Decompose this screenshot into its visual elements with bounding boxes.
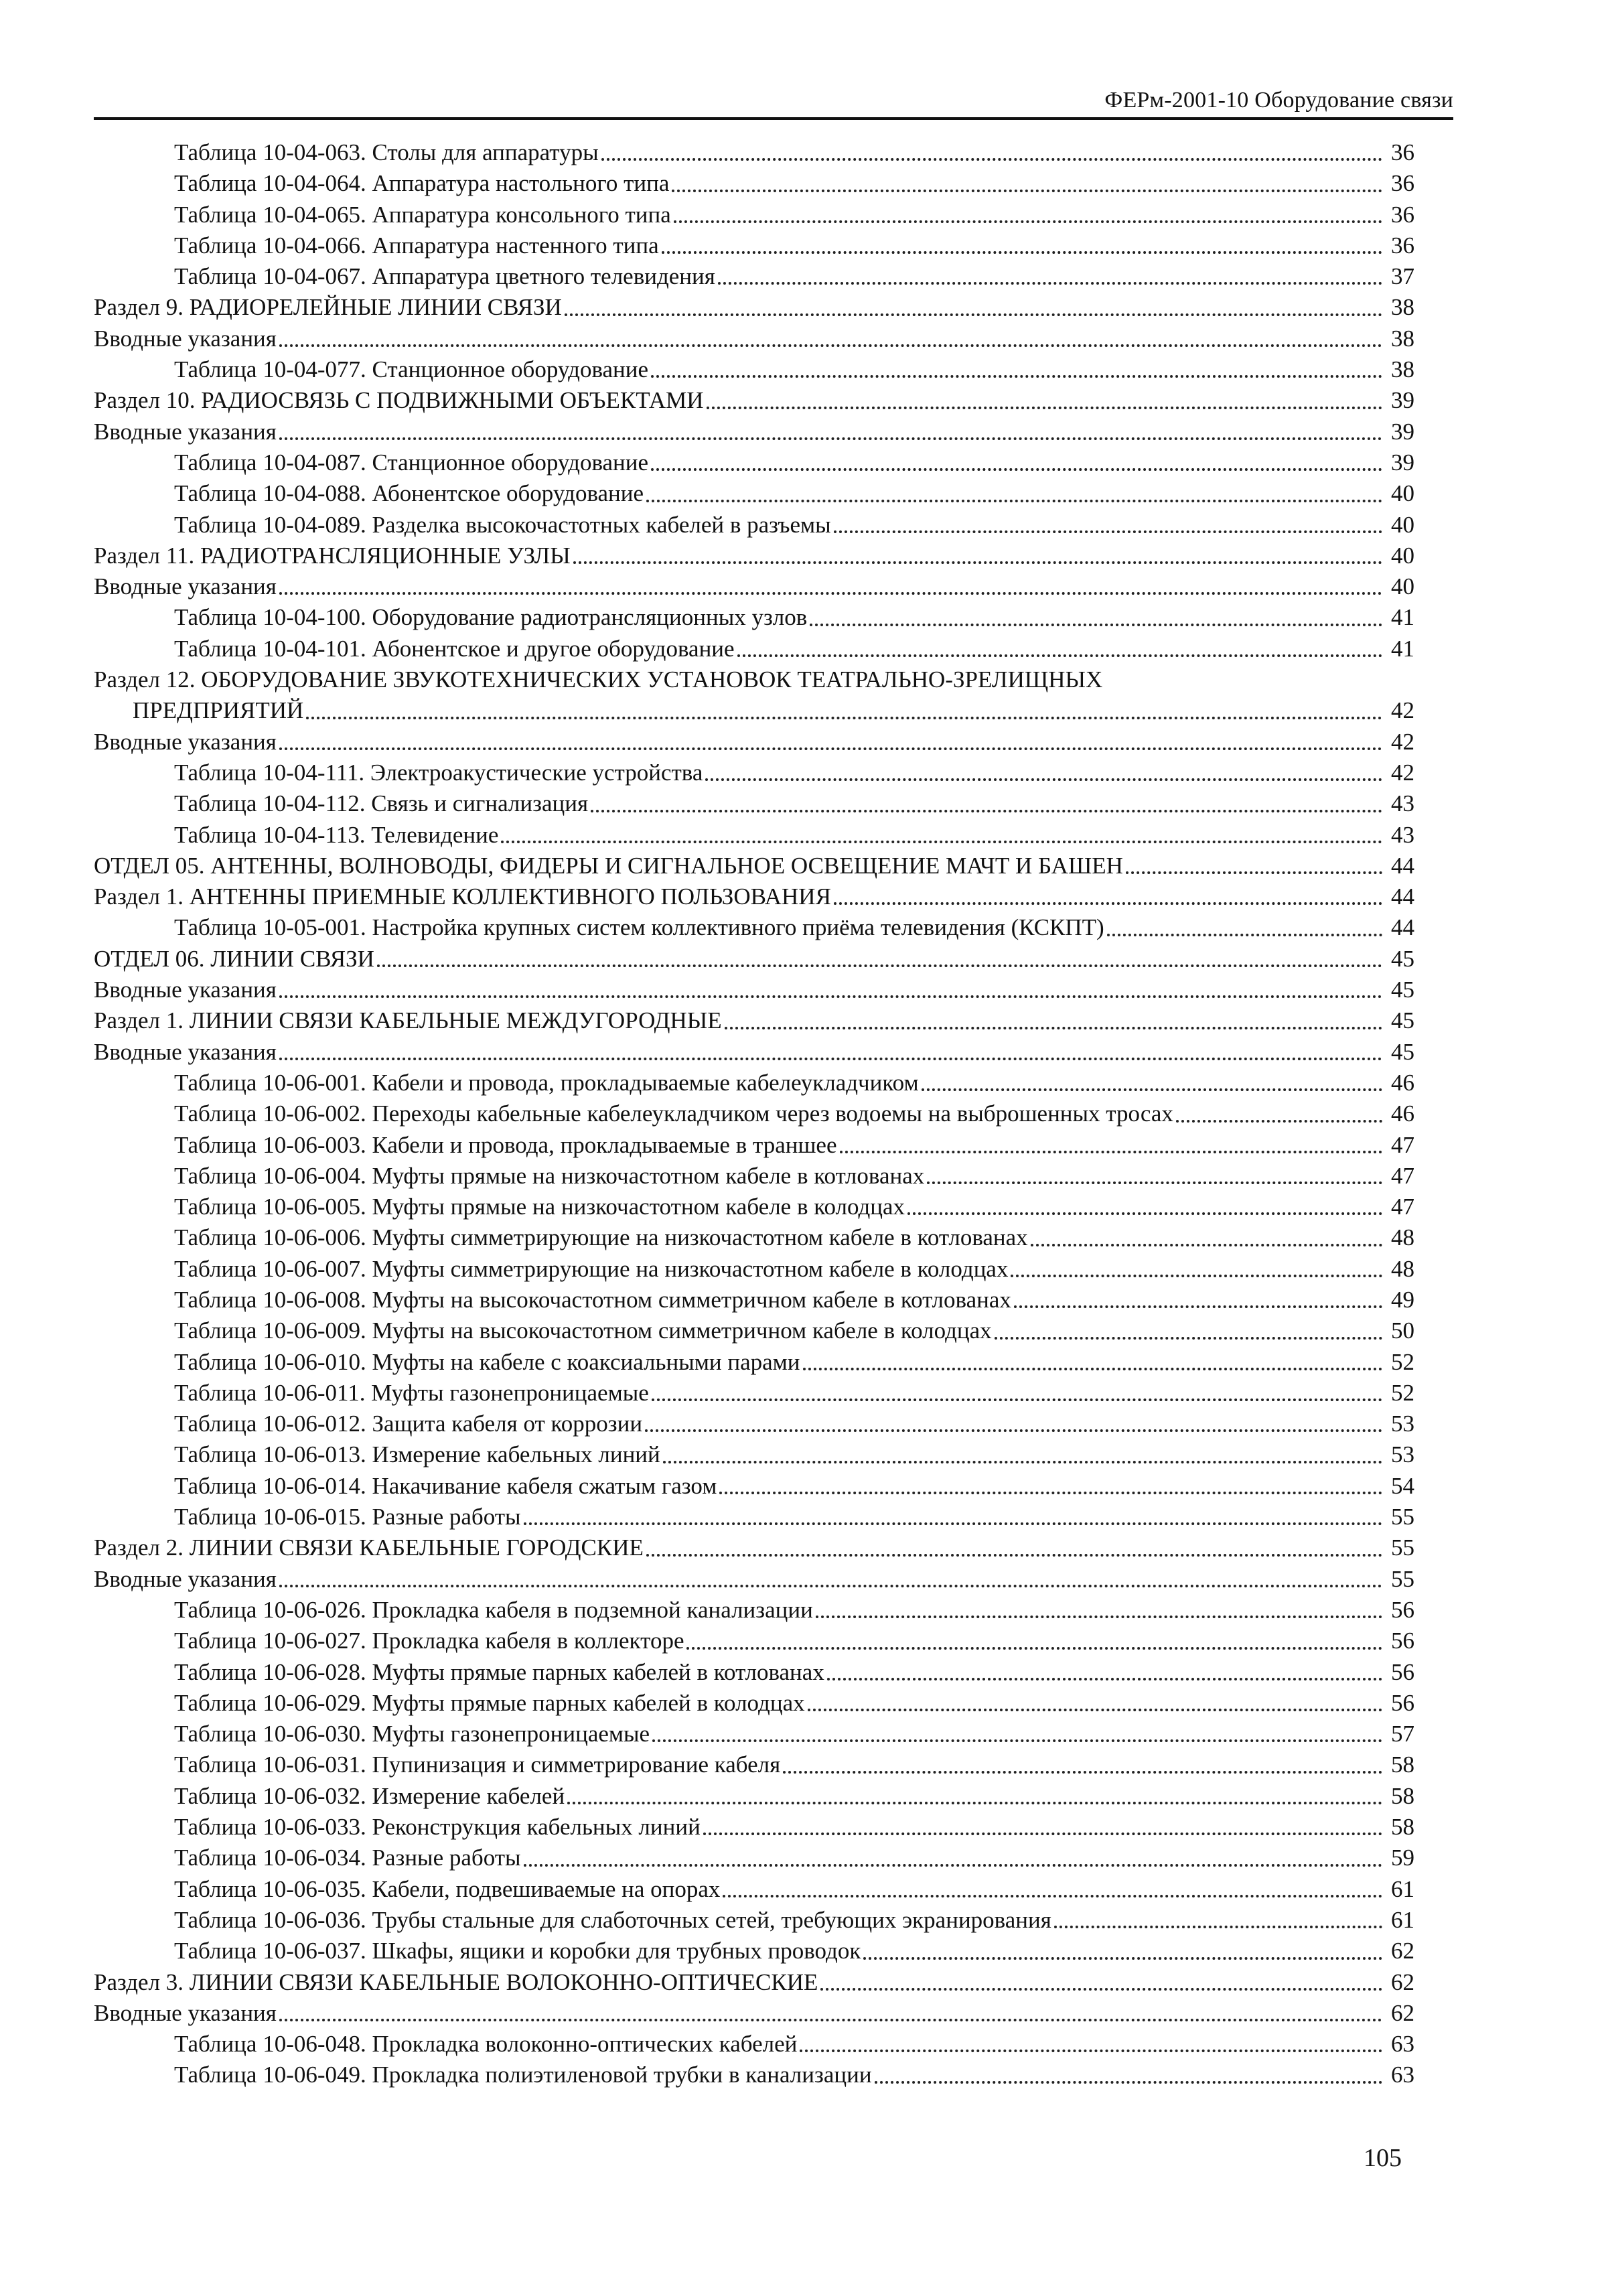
toc-page-number: 47 — [1391, 1131, 1414, 1158]
toc-entry-title: Вводные указания — [94, 325, 277, 352]
toc-entry-title: Таблица 10-05-001. Настройка крупных систем коллективного приёма телевидения (КСКПТ) — [174, 914, 1104, 941]
dot-leader — [567, 1802, 1382, 1804]
dot-leader — [591, 810, 1382, 812]
toc-entry-title: Вводные указания — [94, 1999, 277, 2026]
dot-leader — [674, 220, 1382, 223]
dot-leader — [907, 1212, 1382, 1215]
dot-leader — [1054, 1926, 1382, 1928]
toc-entry-section[interactable] — [94, 324, 1414, 354]
toc-entry-title: Таблица 10-06-034. Разные работы — [174, 1845, 521, 1871]
toc-entry-title: Таблица 10-06-048. Прокладка волоконно-оптических кабелей — [174, 2031, 798, 2058]
toc-entry-title: Раздел 10. РАДИОСВЯЗЬ С ПОДВИЖНЫМИ ОБЪЕКТАМИ — [94, 387, 704, 414]
toc-page-number: 45 — [1391, 1007, 1414, 1034]
toc-entry-title: Таблица 10-06-012. Защита кабеля от коррозии — [174, 1411, 643, 1437]
table-of-contents — [94, 137, 1414, 2091]
toc-entry-section[interactable] — [94, 1037, 1414, 1068]
dot-leader — [808, 1709, 1382, 1711]
dot-leader — [377, 964, 1382, 967]
toc-page-number: 58 — [1391, 1751, 1414, 1778]
toc-entry-table[interactable] — [94, 1192, 1414, 1222]
dot-leader — [840, 1151, 1382, 1153]
dot-leader — [995, 1337, 1382, 1340]
toc-page-number: 62 — [1391, 1968, 1414, 1995]
dot-leader — [279, 344, 1382, 347]
toc-entry-section[interactable] — [94, 1564, 1414, 1595]
toc-page-number: 48 — [1391, 1224, 1414, 1251]
toc-page-number: 41 — [1391, 604, 1414, 631]
toc-entry-table[interactable] — [94, 1285, 1414, 1315]
toc-entry-table[interactable] — [94, 1595, 1414, 1626]
toc-entry-section[interactable] — [94, 1532, 1414, 1563]
dot-leader — [565, 313, 1382, 316]
toc-entry-title: Таблица 10-04-113. Телевидение — [174, 821, 499, 848]
toc-page-number: 36 — [1391, 232, 1414, 259]
toc-entry-section[interactable] — [94, 571, 1414, 602]
toc-entry-title: Таблица 10-06-015. Разные работы — [174, 1504, 521, 1530]
toc-entry-title: Таблица 10-06-031. Пупинизация и симметрирование кабеля — [174, 1751, 781, 1778]
toc-entry-title: Вводные указания — [94, 1038, 277, 1065]
dot-leader — [719, 1492, 1382, 1494]
toc-page-number: 54 — [1391, 1472, 1414, 1499]
toc-entry-title: Таблица 10-04-065. Аппаратура консольного типа — [174, 201, 671, 228]
toc-page-number: 48 — [1391, 1255, 1414, 1282]
dot-leader — [524, 1522, 1382, 1525]
toc-page-number: 40 — [1391, 480, 1414, 507]
toc-page-number: 52 — [1391, 1379, 1414, 1406]
toc-entry-title: Таблица 10-04-063. Столы для аппаратуры — [174, 139, 599, 165]
toc-entry-title: Таблица 10-06-036. Трубы стальные для слаботочных сетей, требующих экранирования — [174, 1906, 1051, 1933]
toc-page-number: 36 — [1391, 139, 1414, 165]
dot-leader — [279, 747, 1382, 750]
toc-entry-title: Раздел 1. ЛИНИИ СВЯЗИ КАБЕЛЬНЫЕ МЕЖДУГОРОДНЫЕ — [94, 1007, 722, 1034]
toc-page-number: 45 — [1391, 1038, 1414, 1065]
toc-entry-table[interactable] — [94, 1222, 1414, 1253]
toc-page-number: 49 — [1391, 1286, 1414, 1313]
toc-entry-title: Раздел 11. РАДИОТРАНСЛЯЦИОННЫЕ УЗЛЫ — [94, 542, 571, 569]
toc-entry-table[interactable] — [94, 168, 1414, 199]
toc-page-number: 47 — [1391, 1194, 1414, 1220]
toc-entry-table[interactable] — [94, 1409, 1414, 1439]
toc-page-number: 44 — [1391, 914, 1414, 941]
dot-leader — [279, 995, 1382, 998]
toc-entry-title: Таблица 10-06-030. Муфты газонепроницаемые — [174, 1721, 650, 1747]
toc-entry-table[interactable] — [94, 1378, 1414, 1409]
toc-entry-title-continued: ПРЕДПРИЯТИЙ — [133, 697, 304, 724]
dot-leader — [705, 778, 1382, 781]
toc-entry-section[interactable] — [94, 944, 1414, 975]
toc-entry-title: Вводные указания — [94, 573, 277, 600]
toc-entry-title: Таблица 10-06-005. Муфты прямые на низкочастотном кабеле в колодцах — [174, 1194, 905, 1220]
toc-entry-section[interactable] — [94, 417, 1414, 447]
toc-page-number: 40 — [1391, 542, 1414, 569]
toc-page-number: 62 — [1391, 1999, 1414, 2026]
toc-entry-table[interactable] — [94, 510, 1414, 541]
toc-page-number: 56 — [1391, 1596, 1414, 1623]
toc-page-number: 56 — [1391, 1628, 1414, 1654]
toc-page-number: 47 — [1391, 1162, 1414, 1189]
toc-entry-table[interactable] — [94, 1688, 1414, 1719]
toc-page-number: 53 — [1391, 1411, 1414, 1437]
dot-leader — [703, 1833, 1382, 1835]
dot-leader — [707, 407, 1382, 409]
toc-entry-table[interactable] — [94, 447, 1414, 478]
toc-entry-title: Таблица 10-04-087. Станционное оборудование — [174, 449, 649, 476]
dot-leader — [524, 1864, 1382, 1867]
dot-leader — [651, 375, 1382, 378]
toc-page-number: 44 — [1391, 883, 1414, 910]
dot-leader — [737, 654, 1382, 657]
toc-entry-table[interactable] — [94, 478, 1414, 509]
toc-entry-title: Таблица 10-06-002. Переходы кабельные кабелеукладчиком через водоемы на выброшенных тросах — [174, 1100, 1173, 1127]
toc-entry-title: Таблица 10-06-037. Шкафы, ящики и коробки для трубных проводок — [174, 1938, 861, 1964]
toc-page-number: 38 — [1391, 294, 1414, 321]
dot-leader — [1031, 1244, 1382, 1246]
toc-entry-table[interactable] — [94, 354, 1414, 385]
toc-entry-title: ОТДЕЛ 06. ЛИНИИ СВЯЗИ — [94, 945, 374, 972]
toc-entry-title: Таблица 10-04-067. Аппаратура цветного телевидения — [174, 263, 715, 290]
toc-entry-title: Таблица 10-06-032. Измерение кабелей — [174, 1782, 565, 1809]
toc-entry-title: Таблица 10-06-028. Муфты прямые парных кабелей в котлованах — [174, 1658, 824, 1685]
toc-entry-table[interactable] — [94, 602, 1414, 633]
toc-entry-table[interactable] — [94, 912, 1414, 943]
toc-entry-table[interactable] — [94, 261, 1414, 292]
toc-page-number: 36 — [1391, 170, 1414, 197]
toc-entry-table[interactable] — [94, 1068, 1414, 1098]
toc-entry-table[interactable] — [94, 758, 1414, 788]
dot-leader — [1011, 1275, 1382, 1277]
toc-entry-table[interactable] — [94, 634, 1414, 664]
toc-entry-table[interactable] — [94, 1781, 1414, 1812]
toc-entry-section[interactable] — [94, 975, 1414, 1005]
dot-leader — [723, 1895, 1382, 1897]
toc-page-number: 42 — [1391, 697, 1414, 724]
toc-entry-continuation — [94, 695, 1414, 726]
dot-leader — [279, 2019, 1382, 2021]
page-number: 105 — [1364, 2144, 1402, 2172]
toc-entry-title: Таблица 10-06-010. Муфты на кабеле с коаксиальными парами — [174, 1348, 800, 1375]
toc-page-number: 39 — [1391, 387, 1414, 414]
toc-entry-table[interactable] — [94, 1471, 1414, 1502]
dot-leader — [1126, 871, 1382, 874]
toc-page-number: 56 — [1391, 1689, 1414, 1716]
toc-entry-title: Таблица 10-06-006. Муфты симметрирующие на низкочастотном кабеле в котлованах — [174, 1224, 1028, 1251]
toc-entry-table[interactable] — [94, 137, 1414, 168]
toc-page-number: 44 — [1391, 852, 1414, 879]
dot-leader — [827, 1678, 1382, 1680]
toc-entry-title: Таблица 10-04-112. Связь и сигнализация — [174, 790, 589, 817]
toc-page-number: 61 — [1391, 1875, 1414, 1902]
dot-leader — [834, 530, 1382, 533]
toc-entry-table[interactable] — [94, 1843, 1414, 1873]
dot-leader — [501, 841, 1382, 843]
toc-page-number: 36 — [1391, 201, 1414, 228]
toc-page-number: 37 — [1391, 263, 1414, 290]
toc-entry-table[interactable] — [94, 1874, 1414, 1905]
header-title: ФЕРм-2001-10 Оборудование связи — [1104, 88, 1453, 113]
dot-leader — [800, 2050, 1382, 2052]
toc-entry-section[interactable] — [94, 1005, 1414, 1036]
dot-leader — [652, 1398, 1382, 1401]
toc-page-number: 53 — [1391, 1441, 1414, 1468]
toc-entry-title: Вводные указания — [94, 728, 277, 755]
dot-leader — [306, 717, 1382, 719]
toc-entry-table[interactable] — [94, 1161, 1414, 1192]
toc-entry-title: Таблица 10-04-111. Электроакустические устройства — [174, 759, 703, 786]
dot-leader — [922, 1088, 1382, 1091]
dot-leader — [725, 1027, 1382, 1029]
toc-entry-table[interactable] — [94, 1657, 1414, 1688]
dot-leader — [1107, 934, 1382, 936]
toc-entry-section[interactable] — [94, 727, 1414, 758]
toc-entry-table[interactable] — [94, 1502, 1414, 1532]
toc-entry-title: Раздел 12. ОБОРУДОВАНИЕ ЗВУКОТЕХНИЧЕСКИХ УСТАНОВОК ТЕАТРАЛЬНО-ЗРЕЛИЩНЫХ — [94, 666, 1103, 693]
toc-entry-title: Таблица 10-06-049. Прокладка полиэтиленовой трубки в канализации — [174, 2062, 872, 2088]
dot-leader — [652, 1739, 1382, 1742]
dot-leader — [663, 1461, 1382, 1463]
toc-entry-table[interactable] — [94, 1098, 1414, 1129]
toc-page-number: 63 — [1391, 2062, 1414, 2088]
toc-entry-title: Таблица 10-06-035. Кабели, подвешиваемые на опорах — [174, 1875, 721, 1902]
running-header — [94, 77, 1453, 120]
toc-entry-section[interactable] — [94, 881, 1414, 912]
toc-entry-table[interactable] — [94, 788, 1414, 819]
toc-entry-title: Вводные указания — [94, 1565, 277, 1592]
toc-page-number: 58 — [1391, 1814, 1414, 1841]
toc-page-number: 55 — [1391, 1565, 1414, 1592]
toc-page-number: 45 — [1391, 945, 1414, 972]
toc-page-number: 43 — [1391, 790, 1414, 817]
toc-page-number: 61 — [1391, 1906, 1414, 1933]
toc-entry-table[interactable] — [94, 1347, 1414, 1378]
dot-leader — [662, 251, 1382, 254]
toc-entry-table[interactable] — [94, 1439, 1414, 1470]
toc-entry-table[interactable] — [94, 2029, 1414, 2060]
toc-entry-title: Таблица 10-06-029. Муфты прямые парных кабелей в колодцах — [174, 1689, 805, 1716]
toc-entry-table[interactable] — [94, 1812, 1414, 1843]
toc-entry-title: Таблица 10-06-001. Кабели и провода, прокладываемые кабелеукладчиком — [174, 1069, 919, 1096]
toc-page-number: 55 — [1391, 1504, 1414, 1530]
dot-leader — [820, 1988, 1382, 1991]
dot-leader — [601, 158, 1382, 161]
toc-entry-title: Таблица 10-04-101. Абонентское и другое оборудование — [174, 635, 735, 662]
toc-entry-title: Таблица 10-06-009. Муфты на высокочастотном симметричном кабеле в колодцах — [174, 1317, 992, 1344]
toc-page-number: 58 — [1391, 1782, 1414, 1809]
dot-leader — [645, 1429, 1382, 1432]
toc-page-number: 46 — [1391, 1100, 1414, 1127]
toc-page-number: 42 — [1391, 759, 1414, 786]
toc-entry-table[interactable] — [94, 1130, 1414, 1161]
toc-page-number: 38 — [1391, 356, 1414, 383]
toc-entry-title: Таблица 10-06-033. Реконструкция кабельных линий — [174, 1814, 701, 1841]
toc-page-number: 56 — [1391, 1658, 1414, 1685]
toc-page-number: 57 — [1391, 1721, 1414, 1747]
toc-entry-section[interactable] — [94, 541, 1414, 571]
toc-entry-title: Таблица 10-04-100. Оборудование радиотрансляционных узлов — [174, 604, 808, 631]
toc-entry-table[interactable] — [94, 1749, 1414, 1780]
toc-entry-title: Раздел 1. АНТЕННЫ ПРИЕМНЫЕ КОЛЛЕКТИВНОГО ПОЛЬЗОВАНИЯ — [94, 883, 831, 910]
toc-entry-title: Таблица 10-04-066. Аппаратура настенного типа — [174, 232, 659, 259]
toc-entry-title: Вводные указания — [94, 977, 277, 1003]
toc-entry-table[interactable] — [94, 200, 1414, 230]
toc-page-number: 39 — [1391, 418, 1414, 445]
toc-entry-section[interactable] — [94, 292, 1414, 323]
toc-entry-section[interactable] — [94, 385, 1414, 416]
toc-entry-table[interactable] — [94, 230, 1414, 261]
toc-page-number: 59 — [1391, 1845, 1414, 1871]
toc-page-number: 38 — [1391, 325, 1414, 352]
dot-leader — [279, 1585, 1382, 1587]
toc-page-number: 40 — [1391, 573, 1414, 600]
toc-page-number: 42 — [1391, 728, 1414, 755]
toc-entry-title: Таблица 10-04-089. Разделка высокочастотных кабелей в разъемы — [174, 511, 831, 538]
toc-page-number: 39 — [1391, 449, 1414, 476]
toc-entry-title: Вводные указания — [94, 418, 277, 445]
dot-leader — [803, 1368, 1382, 1370]
toc-entry-section[interactable] — [94, 1998, 1414, 2029]
toc-page-number: 55 — [1391, 1534, 1414, 1561]
dot-leader — [651, 468, 1382, 471]
dot-leader — [783, 1771, 1382, 1774]
toc-entry-title: Таблица 10-06-011. Муфты газонепроницаемые — [174, 1379, 649, 1406]
toc-page-number: 52 — [1391, 1348, 1414, 1375]
toc-entry-title: Таблица 10-06-027. Прокладка кабеля в коллекторе — [174, 1628, 684, 1654]
dot-leader — [573, 561, 1382, 564]
toc-entry-title: Таблица 10-06-008. Муфты на высокочастотном симметричном кабеле в котлованах — [174, 1286, 1011, 1313]
toc-page-number: 62 — [1391, 1938, 1414, 1964]
toc-page-number: 43 — [1391, 821, 1414, 848]
toc-entry-section[interactable] — [94, 1967, 1414, 1998]
toc-entry-section[interactable] — [94, 851, 1414, 881]
toc-page-number: 40 — [1391, 511, 1414, 538]
toc-page-number: 46 — [1391, 1069, 1414, 1096]
toc-entry-table[interactable] — [94, 820, 1414, 851]
toc-entry-title: Таблица 10-06-007. Муфты симметрирующие на низкочастотном кабеле в колодцах — [174, 1255, 1009, 1282]
toc-entry-table[interactable] — [94, 1936, 1414, 1966]
toc-entry-title: Таблица 10-06-003. Кабели и провода, прокладываемые в траншее — [174, 1131, 837, 1158]
toc-entry-title: Таблица 10-06-004. Муфты прямые на низкочастотном кабеле в котлованах — [174, 1162, 925, 1189]
dot-leader — [646, 1554, 1382, 1557]
dot-leader — [279, 437, 1382, 440]
dot-leader — [816, 1616, 1382, 1618]
dot-leader — [810, 624, 1382, 626]
toc-entry-table[interactable] — [94, 1626, 1414, 1656]
toc-page-number: 50 — [1391, 1317, 1414, 1344]
toc-entry-table[interactable] — [94, 1315, 1414, 1346]
toc-entry-title: ОТДЕЛ 05. АНТЕННЫ, ВОЛНОВОДЫ, ФИДЕРЫ И СИГНАЛЬНОЕ ОСВЕЩЕНИЕ МАЧТ И БАШЕН — [94, 852, 1123, 879]
toc-entry-title: Раздел 3. ЛИНИИ СВЯЗИ КАБЕЛЬНЫЕ ВОЛОКОННО-ОПТИЧЕСКИЕ — [94, 1968, 818, 1995]
toc-entry-title: Раздел 2. ЛИНИИ СВЯЗИ КАБЕЛЬНЫЕ ГОРОДСКИЕ — [94, 1534, 644, 1561]
toc-entry-title: Таблица 10-04-077. Станционное оборудование — [174, 356, 649, 383]
toc-entry-title: Таблица 10-06-014. Накачивание кабеля сжатым газом — [174, 1472, 717, 1499]
dot-leader — [834, 902, 1382, 905]
toc-entry-table[interactable] — [94, 1254, 1414, 1285]
toc-entry-table[interactable] — [94, 1719, 1414, 1749]
toc-entry-title: Раздел 9. РАДИОРЕЛЕЙНЫЕ ЛИНИИ СВЯЗИ — [94, 294, 562, 321]
dot-leader — [718, 282, 1382, 285]
toc-page-number: 45 — [1391, 977, 1414, 1003]
dot-leader — [279, 1058, 1382, 1060]
dot-leader — [1014, 1305, 1382, 1308]
dot-leader — [863, 1957, 1382, 1960]
dot-leader — [646, 500, 1382, 502]
toc-entry-title: Таблица 10-04-064. Аппаратура настольного типа — [174, 170, 670, 197]
dot-leader — [875, 2081, 1382, 2084]
toc-entry-title: Таблица 10-04-088. Абонентское оборудование — [174, 480, 644, 507]
dot-leader — [279, 592, 1382, 595]
dot-leader — [686, 1647, 1382, 1650]
toc-entry-title: Таблица 10-06-026. Прокладка кабеля в подземной канализации — [174, 1596, 813, 1623]
toc-entry-table[interactable] — [94, 1905, 1414, 1936]
dot-leader — [927, 1181, 1382, 1184]
toc-page-number: 41 — [1391, 635, 1414, 662]
toc-entry-section[interactable] — [94, 664, 1414, 727]
toc-page-number: 63 — [1391, 2031, 1414, 2058]
toc-entry-title: Таблица 10-06-013. Измерение кабельных линий — [174, 1441, 660, 1468]
toc-entry-table[interactable] — [94, 2060, 1414, 2090]
dot-leader — [1176, 1120, 1382, 1123]
dot-leader — [672, 190, 1382, 192]
